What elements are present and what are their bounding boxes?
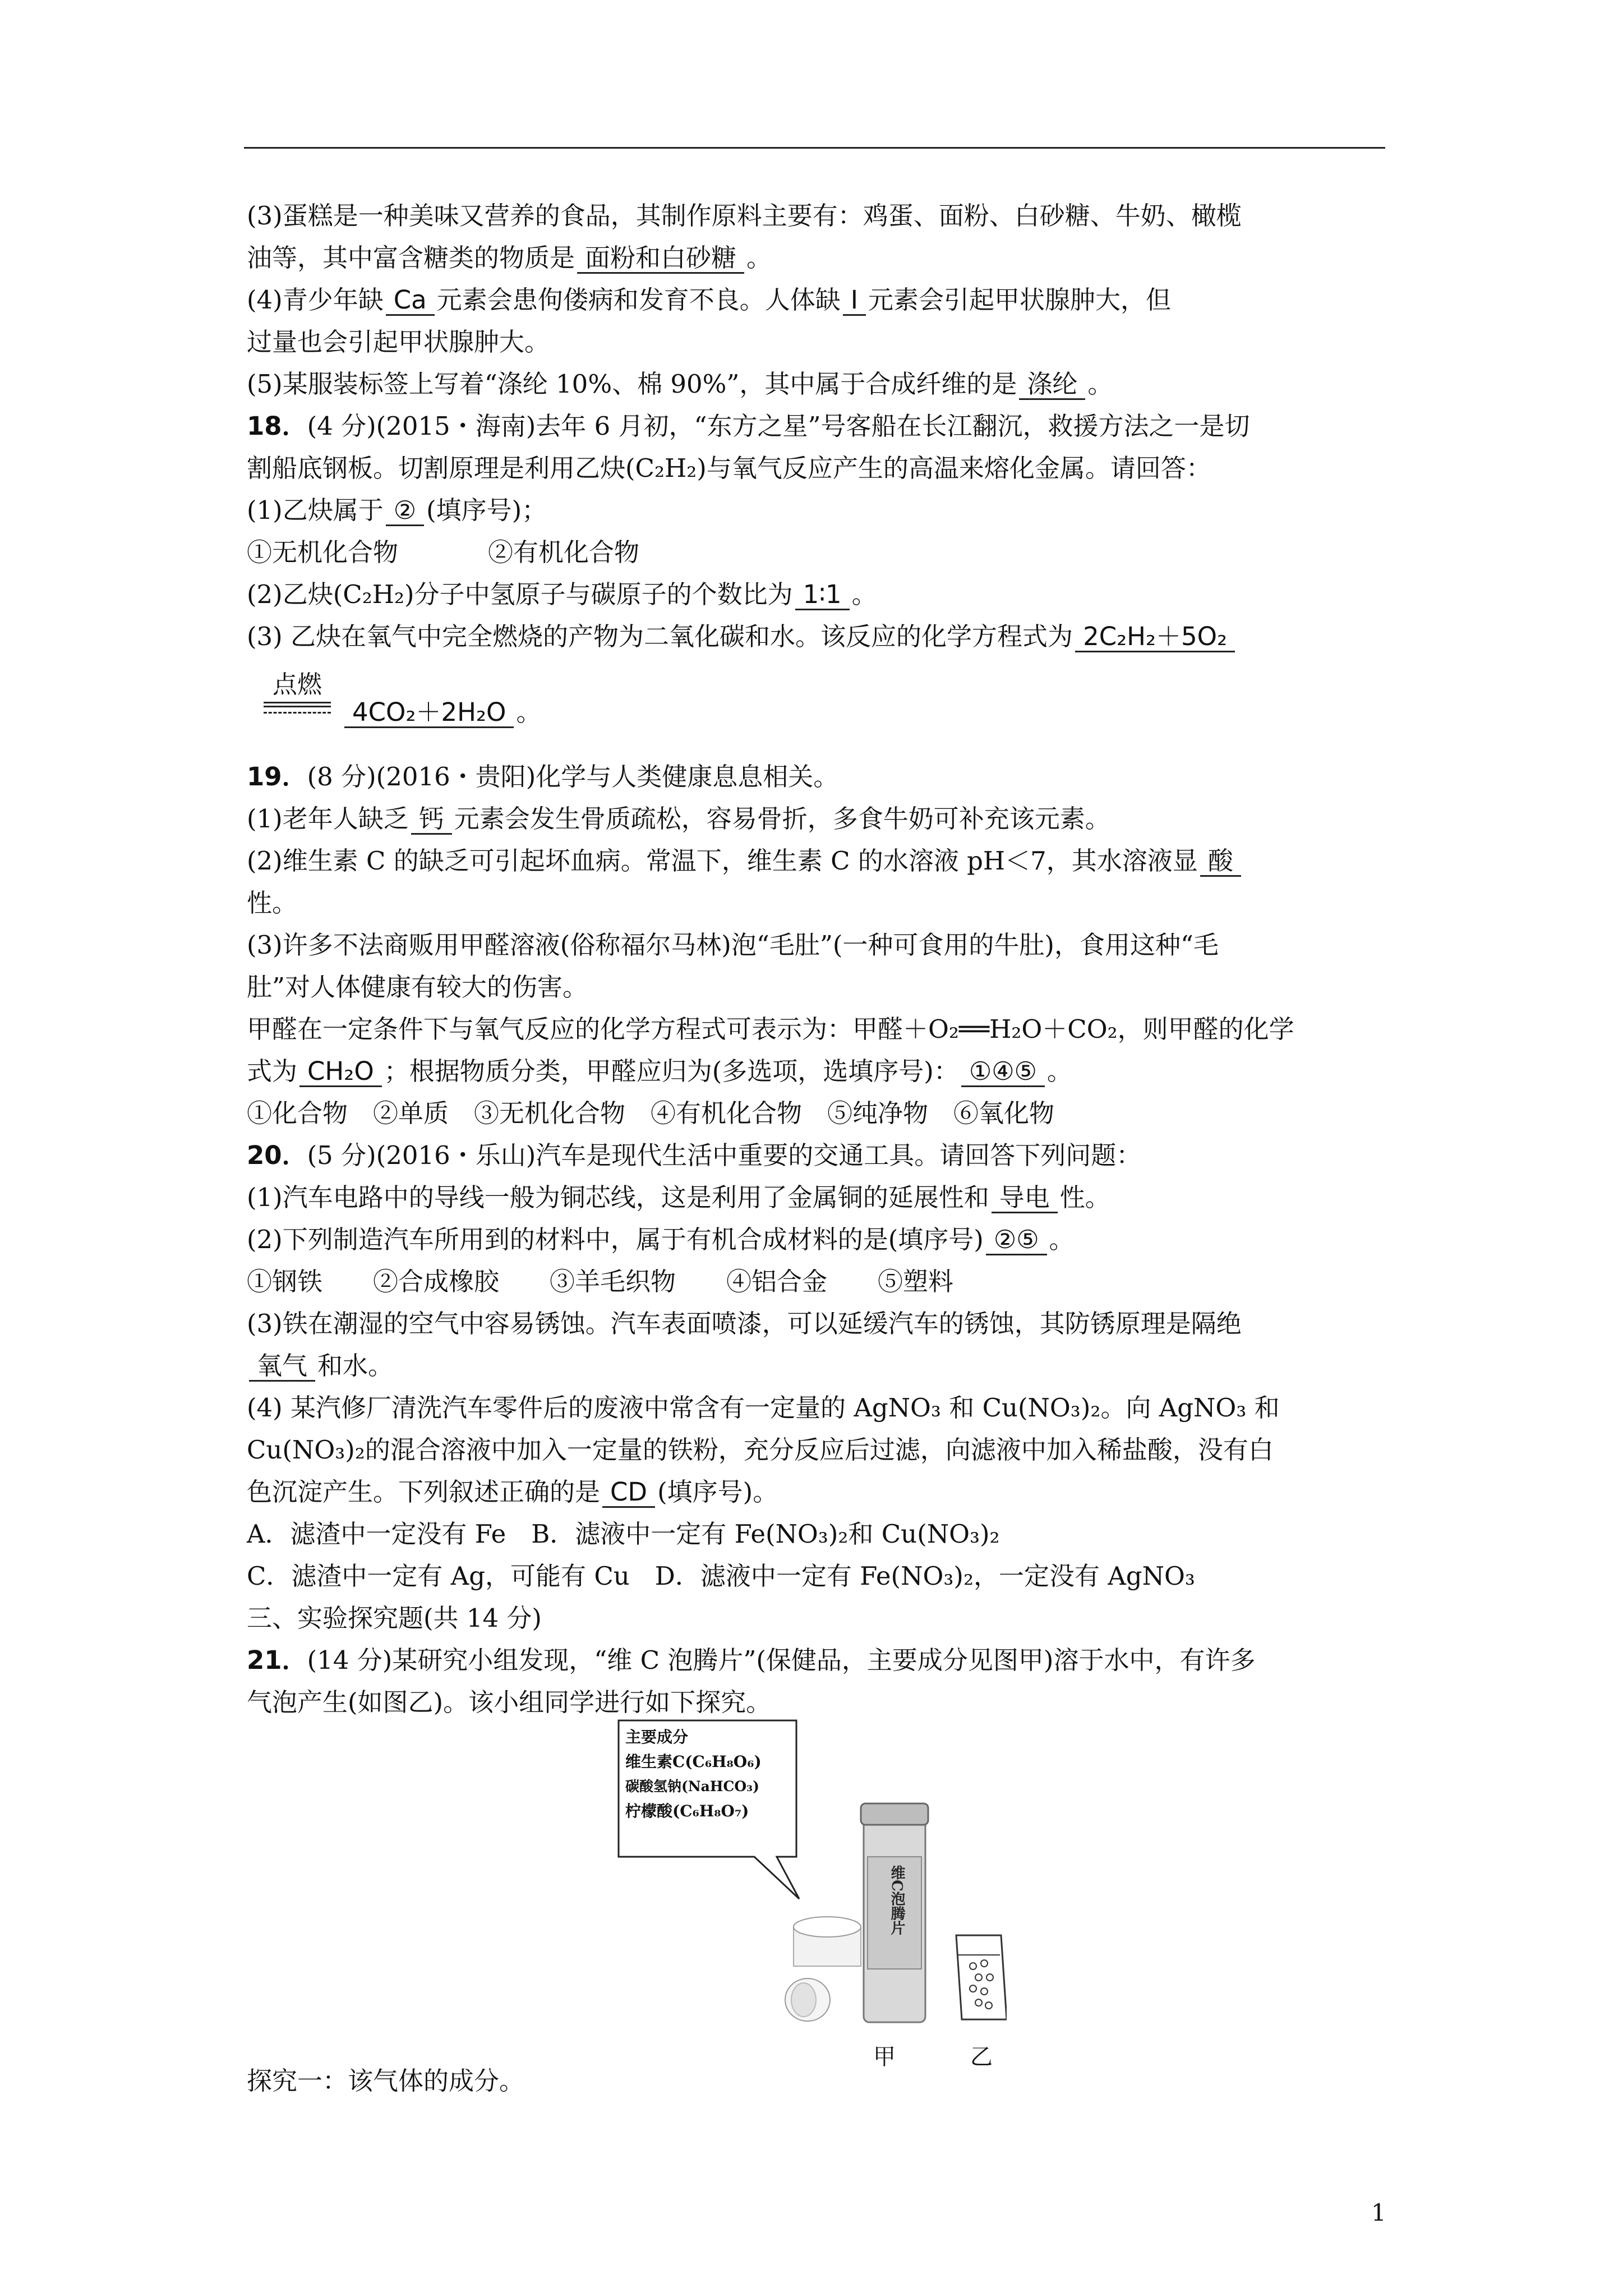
tube-label: 维C泡腾片	[888, 1865, 905, 1935]
inquiry-one: 探究一：该气体的成分。	[247, 2066, 525, 2096]
q20-1-line: (1)汽车电路中的导线一般为铜芯线，这是利用了金属铜的延展性和 导电 性。	[247, 1182, 1110, 1212]
answer-blank: 2C₂H₂＋5O₂	[1075, 623, 1235, 652]
q18-3-line2: 4CO₂＋2H₂O 。	[342, 696, 1352, 729]
figure-box-text: 主要成分 维生素C(C₆H₈O₆) 碳酸氢钠(NaHCO₃) 柠檬酸(C₆H₈O₇)	[625, 1728, 762, 1820]
q19-3-line2: 肚”对人体健康有较大的伤害。	[247, 972, 588, 1002]
answer-blank: ②	[386, 496, 424, 526]
answer-blank: I	[843, 286, 866, 316]
q17-4-line1: (4)青少年缺 Ca 元素会患佝偻病和发育不良。人体缺 I 元素会引起甲状腺肿大，但	[247, 285, 1172, 315]
figure-label-yi: 乙	[970, 2044, 993, 2070]
q17-3-line1: (3)蛋糕是一种美味又营养的食品，其制作原料主要有：鸡蛋、面粉、白砂糖、牛奶、橄榄	[247, 201, 1242, 231]
section-heading: 三、实验探究题(共 14 分)	[247, 1603, 542, 1633]
q18-1-line: (1)乙炔属于 ② (填序号)；	[247, 495, 547, 525]
q18-stem-line2: 割船底钢板。切割原理是利用乙炔(C₂H₂)与氧气反应产生的高温来熔化金属。请回答：	[247, 453, 1211, 483]
answer-blank: CD	[602, 1478, 655, 1508]
q20-stem: 20．(5 分)(2016・乐山)汽车是现代生活中重要的交通工具。请回答下列问题：	[247, 1140, 1142, 1170]
q19-2-line2: 性。	[247, 888, 298, 918]
q18-2-line: (2)乙炔(C₂H₂)分子中氢原子与碳原子的个数比为 1∶1 。	[247, 579, 877, 609]
q20-4-option-cd: C．滤渣中一定有 Ag，可能有 Cu D．滤液中一定有 Fe(NO₃)₂，一定没有 AgNO₃	[247, 1561, 1195, 1591]
q19-3-line4: 式为 CH₂O ；根据物质分类，甲醛应归为(多选项，选填序号)： ①④⑤ 。	[247, 1056, 1072, 1086]
q19-1-line: (1)老年人缺乏 钙 元素会发生骨质疏松，容易骨折，多食牛奶可补充该元素。	[247, 804, 1110, 834]
answer-blank: CH₂O	[299, 1057, 382, 1087]
reaction-condition: 点燃	[264, 670, 331, 718]
header-rule	[244, 147, 1385, 149]
q19-3-line1: (3)许多不法商贩用甲醛溶液(俗称福尔马林)泡“毛肚”(一种可食用的牛肚)，食用这种“毛	[247, 930, 1219, 960]
q19-3-line3: 甲醛在一定条件下与氧气反应的化学方程式可表示为：甲醛＋O₂══H₂O＋CO₂，则甲醛的化学	[247, 1014, 1294, 1044]
q18-stem-line1: 18．(4 分)(2015・海南)去年 6 月初，“东方之星”号客船在长江翻沉，救援方法之一是切	[247, 411, 1250, 441]
q20-4-line1: (4) 某汽修厂清洗汽车零件后的废液中常含有一定量的 AgNO₃ 和 Cu(NO₃)₂。向 AgNO₃ 和	[247, 1393, 1280, 1423]
effervescent-tablet-figure	[614, 1714, 1007, 2070]
answer-blank: 导电	[992, 1184, 1058, 1213]
answer-blank: Ca	[386, 286, 435, 316]
q20-3-line1: (3)铁在潮湿的空气中容易锈蚀。汽车表面喷漆，可以延缓汽车的锈蚀，其防锈原理是隔绝	[247, 1309, 1242, 1338]
q20-2-line: (2)下列制造汽车所用到的材料中，属于有机合成材料的是(填序号) ②⑤ 。	[247, 1225, 1075, 1254]
q17-4-line2: 过量也会引起甲状腺肿大。	[247, 327, 550, 357]
q20-3-line2: 氧气 和水。	[247, 1349, 1391, 1383]
answer-blank: 1∶1	[795, 581, 850, 610]
q21-stem-line1: 21．(14 分)某研究小组发现，“维 C 泡腾片”(保健品，主要成分见图甲)溶于水中，有许多	[247, 1645, 1256, 1675]
q20-2-options: ①钢铁 ②合成橡胶 ③羊毛织物 ④铝合金 ⑤塑料	[247, 1267, 954, 1296]
q17-3-line2: 油等，其中富含糖类的物质是 面粉和白砂糖 。	[247, 243, 772, 273]
q19-stem: 19．(8 分)(2016・贵阳)化学与人类健康息息相关。	[247, 762, 839, 792]
q19-3-options: ①化合物 ②单质 ③无机化合物 ④有机化合物 ⑤纯净物 ⑥氧化物	[247, 1098, 1055, 1128]
answer-blank: 氧气	[249, 1352, 315, 1382]
answer-blank: 酸	[1200, 847, 1241, 877]
q18-1-options: ①无机化合物 ②有机化合物	[247, 537, 640, 567]
q21-stem-line2: 气泡产生(如图乙)。该小组同学进行如下探究。	[247, 1687, 772, 1717]
answer-blank: ②⑤	[986, 1226, 1047, 1255]
q18-3-line1: (3) 乙炔在氧气中完全燃烧的产物为二氧化碳和水。该反应的化学方程式为 2C₂H₂＋5O₂	[247, 620, 1391, 654]
figure-label-jia: 甲	[873, 2044, 896, 2070]
answer-blank: 钙	[411, 805, 452, 835]
q20-4-line2: Cu(NO₃)₂的混合溶液中加入一定量的铁粉，充分反应后过滤，向滤液中加入稀盐酸，没有白	[247, 1435, 1274, 1465]
q19-2-line1: (2)维生素 C 的缺乏可引起坏血病。常温下，维生素 C 的水溶液 pH＜7，其水溶液显 酸	[247, 844, 1391, 878]
page-number: 1	[1371, 2199, 1386, 2226]
answer-blank: 4CO₂＋2H₂O	[344, 698, 514, 728]
answer-blank: 面粉和白砂糖	[577, 244, 744, 274]
answer-blank: ①④⑤	[961, 1057, 1045, 1087]
q20-4-option-ab: A．滤渣中一定没有 Fe B．滤液中一定有 Fe(NO₃)₂和 Cu(NO₃)₂	[247, 1519, 1000, 1549]
answer-blank: 涤纶	[1019, 370, 1085, 400]
q20-4-line3: 色沉淀产生。下列叙述正确的是 CD (填序号)。	[247, 1477, 778, 1507]
q17-5-line: (5)某服装标签上写着“涤纶 10%、棉 90%”，其中属于合成纤维的是 涤纶 。	[247, 369, 1113, 399]
